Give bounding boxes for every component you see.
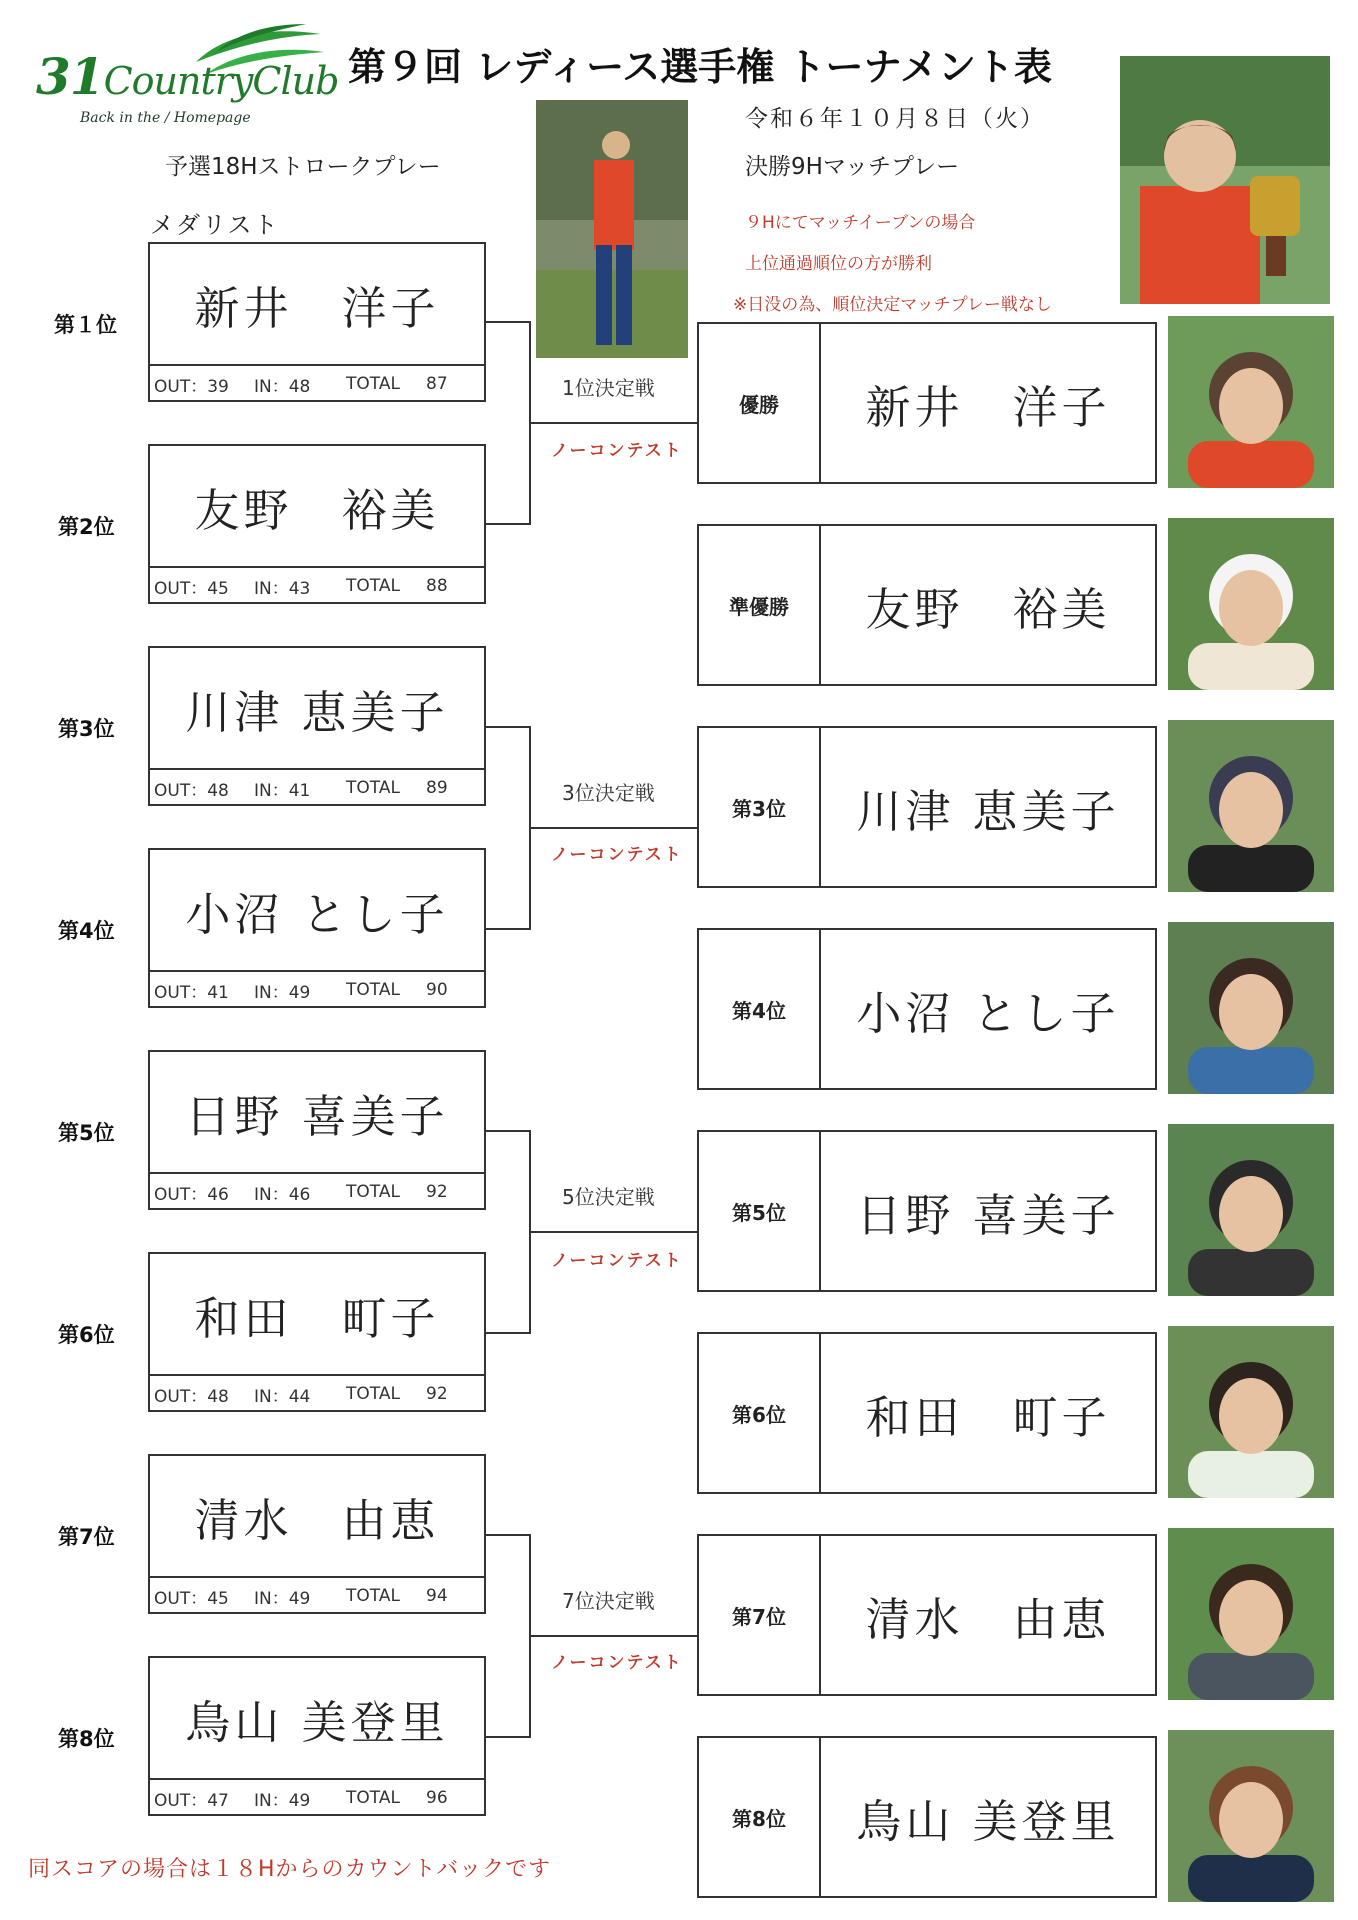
qualifier-name: 川津 恵美子 (150, 648, 484, 770)
rule-note-1: ９Hにてマッチイーブンの場合 (745, 213, 976, 233)
result-name: 鳥山 美登里 (856, 1794, 1120, 1848)
result-label: 第5位 (699, 1132, 821, 1290)
qualifier-rank-5: 第5位 (58, 1121, 115, 1145)
qualifier-rank-2: 第2位 (58, 515, 115, 539)
rule-note-2: 上位通過順位の方が勝利 (745, 254, 932, 274)
match-result-7th: ノーコンテスト (551, 1653, 683, 1673)
qualifier-rank-8: 第8位 (58, 1727, 115, 1751)
result-row (697, 524, 1157, 686)
medalist-label: メダリスト (150, 211, 280, 239)
qualifier-name: 小沼 とし子 (150, 850, 484, 972)
result-label: 第3位 (699, 728, 821, 886)
logo-tagline: Back in the / Homepage (80, 110, 251, 126)
result-label: 準優勝 (699, 526, 821, 684)
result-row (697, 726, 1157, 888)
match-result-1st: ノーコンテスト (551, 441, 683, 461)
player-portrait (1168, 1528, 1334, 1700)
player-portrait (1168, 1124, 1334, 1296)
final-format: 決勝9Hマッチプレー (745, 154, 960, 180)
qualifier-rank-4: 第4位 (58, 919, 115, 943)
match-label-1st: 1位決定戦 (562, 376, 655, 400)
player-portrait (1168, 922, 1334, 1094)
qualifier-card (148, 848, 486, 1008)
result-row (697, 928, 1157, 1090)
qualifier-card (148, 1454, 486, 1614)
result-name: 新井 洋子 (865, 380, 1111, 434)
result-label: 第6位 (699, 1334, 821, 1492)
result-name: 日野 喜美子 (856, 1188, 1120, 1242)
qualifier-score: OUT：41 IN：49 TOTAL 90 (154, 980, 448, 1003)
player-portrait (1168, 1326, 1334, 1498)
player-portrait (1168, 720, 1334, 892)
qualifier-name: 和田 町子 (150, 1254, 484, 1376)
qualifier-name: 清水 由恵 (150, 1456, 484, 1578)
match-result-5th: ノーコンテスト (551, 1251, 683, 1271)
page-title: 第９回 レディース選手権 トーナメント表 (347, 45, 1052, 89)
countback-note: 同スコアの場合は１８Hからのカウントバックです (28, 1857, 552, 1882)
qualifier-card (148, 1656, 486, 1816)
result-name: 和田 町子 (865, 1390, 1111, 1444)
result-label: 第8位 (699, 1738, 821, 1896)
qualifier-card (148, 646, 486, 806)
qualifier-rank-1: 第１位 (54, 313, 117, 337)
match-label-7th: 7位決定戦 (562, 1589, 655, 1613)
qualifier-score: OUT：48 IN：41 TOTAL 89 (154, 778, 448, 801)
qualifier-score: OUT：46 IN：46 TOTAL 92 (154, 1182, 448, 1205)
result-label: 第7位 (699, 1536, 821, 1694)
qualifier-card (148, 1050, 486, 1210)
result-name: 小沼 とし子 (856, 986, 1120, 1040)
qualifier-name: 日野 喜美子 (150, 1052, 484, 1174)
qualifier-score: OUT：45 IN：49 TOTAL 94 (154, 1586, 448, 1609)
result-row (697, 1736, 1157, 1898)
match-label-5th: 5位決定戦 (562, 1185, 655, 1209)
logo-wordmark: 31CountryClub (36, 47, 339, 106)
player-portrait (1168, 518, 1334, 690)
qualifier-card (148, 444, 486, 604)
qualifier-format: 予選18Hストロークプレー (165, 154, 441, 180)
match-label-3rd: 3位決定戦 (562, 781, 655, 805)
qualifier-rank-6: 第6位 (58, 1323, 115, 1347)
result-name: 友野 裕美 (865, 582, 1111, 636)
qualifier-rank-3: 第3位 (58, 717, 115, 741)
match-result-3rd: ノーコンテスト (551, 845, 683, 865)
qualifier-score: OUT：39 IN：48 TOTAL 87 (154, 374, 448, 397)
result-name: 川津 恵美子 (856, 784, 1120, 838)
qualifier-name: 新井 洋子 (150, 244, 484, 366)
qualifier-score: OUT：47 IN：49 TOTAL 96 (154, 1788, 448, 1811)
result-row (697, 322, 1157, 484)
rule-note-3: ※日没の為、順位決定マッチプレー戦なし (733, 295, 1052, 315)
player-portrait (1168, 316, 1334, 488)
qualifier-score: OUT：48 IN：44 TOTAL 92 (154, 1384, 448, 1407)
result-row (697, 1130, 1157, 1292)
result-label: 第4位 (699, 930, 821, 1088)
event-date: 令和６年１０月８日（火） (745, 106, 1045, 132)
qualifier-rank-7: 第7位 (58, 1525, 115, 1549)
result-row (697, 1534, 1157, 1696)
qualifier-name: 友野 裕美 (150, 446, 484, 568)
qualifier-card (148, 242, 486, 402)
result-row (697, 1332, 1157, 1494)
result-name: 清水 由恵 (865, 1592, 1111, 1646)
result-label: 優勝 (699, 324, 821, 482)
qualifier-card (148, 1252, 486, 1412)
qualifier-score: OUT：45 IN：43 TOTAL 88 (154, 576, 448, 599)
player-portrait (1168, 1730, 1334, 1902)
qualifier-name: 鳥山 美登里 (150, 1658, 484, 1780)
